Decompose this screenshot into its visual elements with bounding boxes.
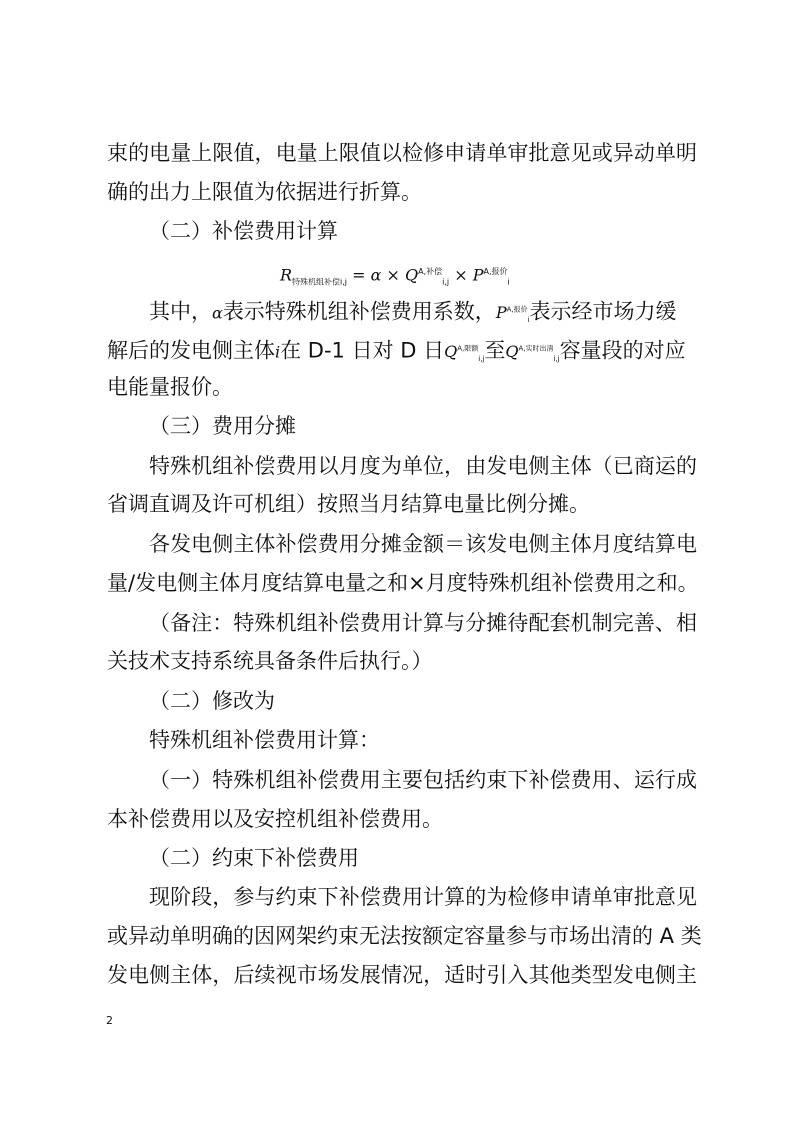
section-heading: （二）约束下补偿费用	[149, 846, 359, 870]
paragraph-line: 或异动单明确的因网架约束无法按额定容量参与市场出清的 A 类	[107, 924, 702, 948]
paragraph-line: 特殊机组补偿费用以月度为单位，由发电侧主体（已商运的	[149, 454, 697, 478]
section-heading: （二）修改为	[149, 689, 275, 713]
formula-q-sub: i,j	[442, 277, 450, 287]
formula-p-sub: i	[507, 277, 510, 287]
paragraph-line: 束的电量上限值，电量上限值以检修申请单审批意见或异动单明	[107, 141, 697, 165]
formula-q-sup: A,补偿	[418, 267, 443, 276]
formula-eq: = α ×	[347, 265, 406, 285]
formula-p: P	[472, 265, 484, 285]
paragraph-line: 本补偿费用以及安控机组补偿费用。	[107, 807, 443, 831]
text-run: 至	[484, 338, 506, 363]
formula-q: Q	[405, 265, 419, 285]
alpha-symbol: α	[212, 303, 223, 323]
paragraph-line: 省调直调及许可机组）按照当月结算电量比例分摊。	[107, 492, 590, 516]
paragraph-line	[107, 334, 697, 364]
text-run: 其中，	[149, 299, 212, 324]
p-symbol: $P^{A,报价}_i$	[495, 303, 530, 325]
formula-r: R	[280, 265, 293, 285]
i-symbol: i	[275, 342, 281, 362]
q-realtime-symbol: $Q^{A,实时出清}_{i,j}$	[505, 342, 560, 364]
paragraph-line	[149, 295, 697, 325]
formula-times: ×	[449, 265, 473, 285]
section-heading: （三）费用分摊	[149, 414, 296, 438]
paragraph-line: 各发电侧主体补偿费用分摊金额＝该发电侧主体月度结算电	[149, 532, 697, 556]
text-run: 解后的发电侧主体	[107, 338, 275, 363]
text-run: 容量段的对应	[559, 338, 686, 363]
paragraph-line: 电能量报价。	[107, 375, 233, 399]
formula-p-sup: A,报价	[483, 267, 508, 276]
page-number: 2	[106, 1014, 113, 1027]
paragraph-line: 确的出力上限值为依据进行折算。	[107, 180, 422, 204]
paragraph-line: 量/发电侧主体月度结算电量之和×月度特殊机组补偿费用之和。	[107, 571, 699, 595]
text-run: 表示经市场力缓	[529, 299, 677, 324]
paragraph-line: 发电侧主体，后续视市场发展情况，适时引入其他类型发电侧主	[107, 963, 697, 987]
compensation-formula	[280, 258, 510, 286]
paragraph-line: 现阶段，参与约束下补偿费用计算的为检修申请单审批意见	[149, 885, 697, 909]
text-run: 表示特殊机组补偿费用系数，	[222, 299, 496, 324]
text-run: 在 D-1 日对 D 日	[280, 338, 445, 363]
formula-r-sub: 特殊机组补偿i,j	[292, 277, 348, 287]
q-limit-symbol: $Q^{A,限额}_{i,j}$	[444, 342, 485, 364]
paragraph-line: 特殊机组补偿费用计算：	[149, 728, 380, 752]
paragraph-line: （一）特殊机组补偿费用主要包括约束下补偿费用、运行成	[149, 768, 697, 792]
paragraph-line: （备注：特殊机组补偿费用计算与分摊待配套机制完善、相	[149, 611, 697, 635]
paragraph-line: 关技术支持系统具备条件后执行。）	[107, 649, 433, 673]
section-heading: （二）补偿费用计算	[149, 219, 338, 243]
